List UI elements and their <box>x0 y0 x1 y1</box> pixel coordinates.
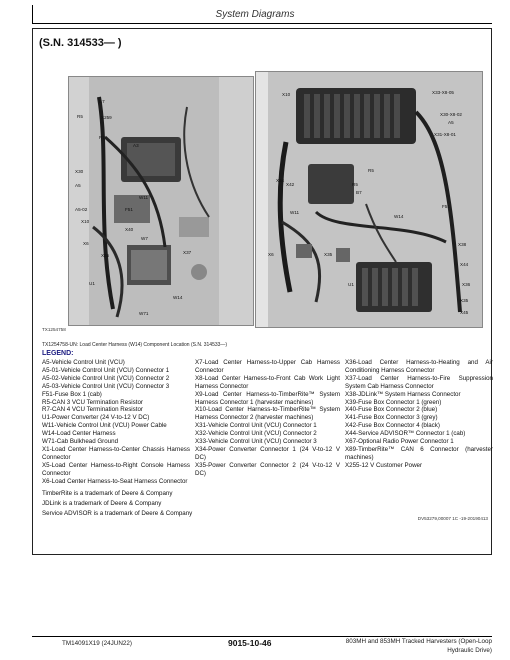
legend-item: X37-Load Center Harness-to-Fire Suppression System Cab Harness Connector <box>345 374 493 390</box>
legend-item: U1-Power Converter (24 V-to-12 V DC) <box>42 414 150 422</box>
legend-item: X40-Fuse Box Connector 2 (blue) <box>345 406 438 414</box>
callout-a5-right: A5 <box>448 120 454 125</box>
document-code: DV53279,00007 1C -19-20190413 <box>417 516 488 521</box>
callout-x6-right: X6 <box>268 252 274 257</box>
legend-item: A5-03-Vehicle Control Unit (VCU) Connector 3 <box>42 382 170 390</box>
legend-item: W71-Cab Bulkhead Ground <box>42 438 119 446</box>
callout-x45: X45 <box>101 253 110 258</box>
legend-item: R7-CAN 4 VCU Termination Resistor <box>42 406 143 414</box>
vcu-area-drawing <box>256 72 482 327</box>
callout-x30: X30 <box>75 169 84 174</box>
vcu-area-photo <box>255 71 483 328</box>
legend-item: X10-Load Center Harness-to-TimberRite™ System Harness Connector 2 (harvester machines) <box>195 406 340 422</box>
callout-x38: X38 <box>458 242 467 247</box>
legend-item: W14-Load Center Harness <box>42 430 116 438</box>
header-rule <box>32 23 492 24</box>
callout-r5-lower: R5 <box>352 182 358 187</box>
callout-x30-x8-02: X30-X8-02 <box>440 112 462 117</box>
callout-r7: R7 <box>99 135 105 140</box>
callout-x35-right: X35 <box>324 252 333 257</box>
cab-load-center-photo <box>68 76 254 326</box>
callout-a5-02: A5-02 <box>75 207 88 212</box>
legend-item: X41-Fuse Box Connector 3 (grey) <box>345 414 438 422</box>
page-number: 9015-10-46 <box>228 638 272 648</box>
callout-x31-x8-01: X31-X8-01 <box>434 132 456 137</box>
cab-load-center-drawing <box>69 77 253 325</box>
product-title-line2: Hydraulic Drive) <box>447 647 492 654</box>
legend-item: X67-Optional Radio Power Connector 1 <box>345 438 454 446</box>
legend-item: X89-TimberRite™ CAN 6 Connector (harvester machines) <box>345 445 493 461</box>
legend-item: X34-Power Converter Connector 1 (24 V-to-12 V DC) <box>195 445 340 461</box>
trademark-timberrite: TimberRite is a trademark of Deere & Company <box>42 490 173 497</box>
image-id: TX1254758 <box>42 327 66 332</box>
legend-item: X38-JDLink™ System Harness Connector <box>345 390 461 398</box>
callout-f51-right: F51 <box>442 204 450 209</box>
legend-item: X36-Load Center Harness-to-Heating and Air Conditioning Harness Connector <box>345 359 493 374</box>
legend-item: X6-Load Center Harness-to-Seat Harness Connector <box>42 477 188 485</box>
callout-x44-right: X44 <box>276 178 285 183</box>
callout-r5-right: R5 <box>368 168 374 173</box>
callout-w11-right: W11 <box>290 210 300 215</box>
callout-w11: W11 <box>139 195 149 200</box>
footer-rule <box>32 636 492 637</box>
legend-item: X5-Load Center Harness-to-Right Console Harness Connector <box>42 461 190 477</box>
legend-column-1 <box>42 359 190 486</box>
callout-a5: A5 <box>75 183 81 188</box>
callout-a3: A3 <box>133 143 139 148</box>
serial-number-heading: (S.N. 314533— ) <box>39 37 122 49</box>
legend-item: X255-12 V Customer Power <box>345 461 423 469</box>
trademark-service-advisor: Service ADVISOR is a trademark of Deere & Company <box>42 510 193 517</box>
legend-column-3 <box>345 359 493 470</box>
callout-x42: X42 <box>286 182 295 187</box>
legend-item: A5-Vehicle Control Unit (VCU) <box>42 359 125 366</box>
callout-x44-lower: X44 <box>460 262 469 267</box>
legend-item: X39-Fuse Box Connector 1 (green) <box>345 398 442 406</box>
callout-b7-right: B7 <box>356 190 362 195</box>
legend-item: X42-Fuse Box Connector 4 (black) <box>345 422 440 430</box>
callout-x40: X40 <box>125 227 134 232</box>
callout-w14-right: W14 <box>394 214 404 219</box>
legend-column-2 <box>195 359 340 478</box>
manual-code: TM14091X19 (24JUN22) <box>62 640 133 647</box>
callout-w7: W7 <box>141 236 148 241</box>
legend-item: X9-Load Center Harness-to-TimberRite™ System Harness Connector 1 (harvester machines) <box>195 390 340 406</box>
legend-item: X31-Vehicle Control Unit (VCU) Connector 1 <box>195 422 317 430</box>
callout-r5: R5 <box>77 114 83 119</box>
callout-u1-right: U1 <box>348 282 354 287</box>
legend-item: X44-Service ADVISOR™ Connector 1 (cab) <box>345 430 466 438</box>
legend-item: F51-Fuse Box 1 (cab) <box>42 390 102 398</box>
callout-u1: U1 <box>89 281 95 286</box>
callout-x10-right: X10 <box>282 92 291 97</box>
legend-item: X33-Vehicle Control Unit (VCU) Connector 3 <box>195 438 317 446</box>
figure-caption: TX1254758-UN: Load Center Harness (W14) Component Location (S.N. 314533—) <box>42 342 228 348</box>
legend-item: X32-Vehicle Control Unit (VCU) Connector 2 <box>195 430 317 438</box>
legend-item: X1-Load Center Harness-to-Center Chassis Harness Connector <box>42 445 190 461</box>
legend-item: X35-Power Converter Connector 2 (24 V-to-12 V DC) <box>195 461 340 477</box>
section-title: System Diagrams <box>215 9 295 20</box>
legend-title: LEGEND: <box>42 350 74 357</box>
callout-x37: X37 <box>183 250 192 255</box>
callout-w14: W14 <box>173 295 183 300</box>
legend-item: X8-Load Center Harness-to-Front Cab Work Light Harness Connector <box>195 374 340 390</box>
callout-w71: W71 <box>139 311 149 316</box>
callout-x35-lower: X35 <box>460 298 469 303</box>
legend-item: X7-Load Center Harness-to-Upper Cab Harness Connector <box>195 359 340 374</box>
callout-x45-right: X45 <box>460 310 469 315</box>
legend-item: A5-01-Vehicle Control Unit (VCU) Connector 1 <box>42 366 170 374</box>
legend-item: R5-CAN 3 VCU Termination Resistor <box>42 398 143 406</box>
trademark-jdlink: JDLink is a trademark of Deere & Company <box>42 500 162 507</box>
callout-x10: X10 <box>81 219 90 224</box>
callout-x6: X6 <box>83 241 89 246</box>
legend-item: A5-02-Vehicle Control Unit (VCU) Connector 2 <box>42 374 170 382</box>
callout-x259: X259 <box>101 115 112 120</box>
callout-f51: F51 <box>125 207 133 212</box>
callout-x36: X36 <box>462 282 471 287</box>
callout-b7: B7 <box>99 99 105 104</box>
product-title-line1: 803MH and 853MH Tracked Harvesters (Open-Loop <box>345 638 492 645</box>
legend-item: W11-Vehicle Control Unit (VCU) Power Cable <box>42 422 167 430</box>
callout-x33-x8-05: X33-X8-05 <box>432 90 454 95</box>
